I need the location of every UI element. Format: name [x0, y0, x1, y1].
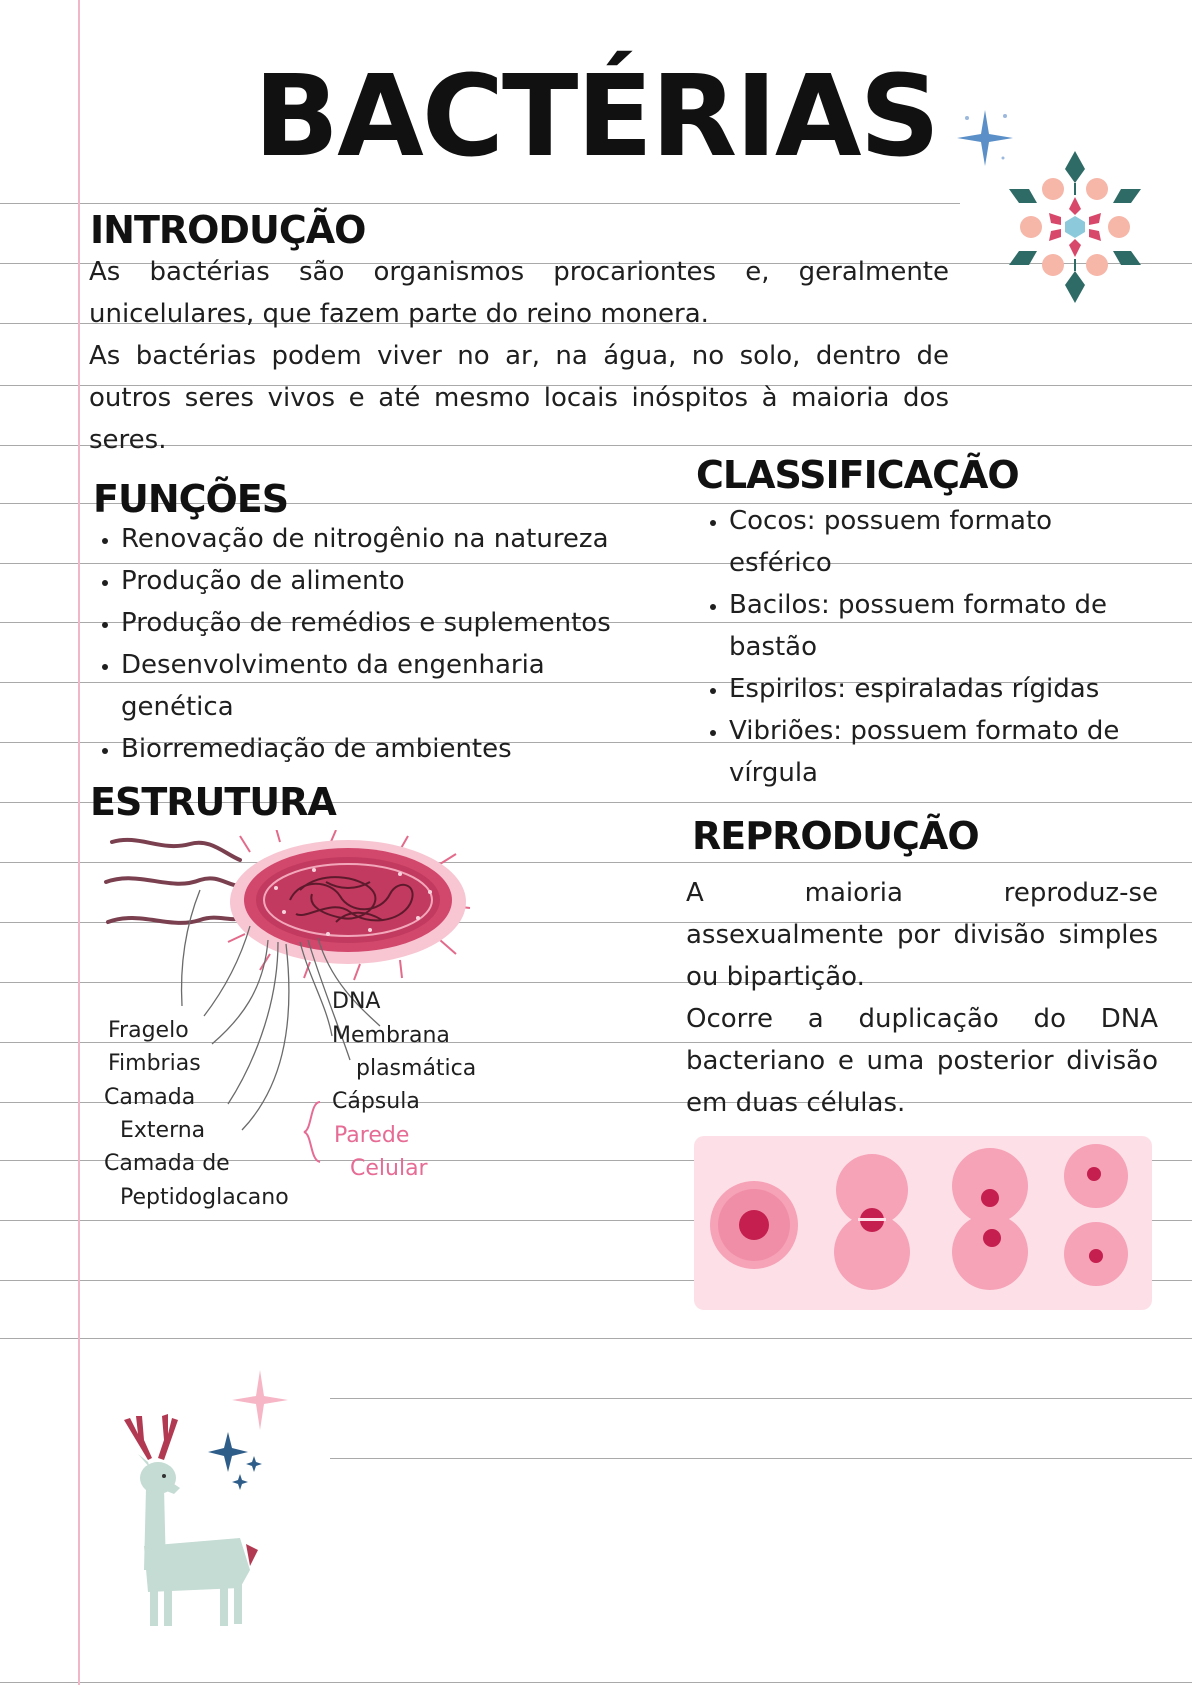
section-heading-classificacao: CLASSIFICAÇÃO: [696, 453, 1019, 497]
label-fragelo: Fragelo: [108, 1018, 189, 1043]
binary-fission-illustration: [686, 1128, 1160, 1318]
functions-list: [89, 518, 711, 770]
label-celular: Celular: [350, 1156, 428, 1181]
reproduction-paragraph: Ocorre a duplicação do DNA bacteriano e uma posterior divisão em duas células.: [686, 1004, 1158, 1118]
list-item: • Cocos: possuem formato esférico: [729, 500, 1089, 584]
list-item: • Vibriões: possuem formato de vírgula: [729, 710, 1192, 794]
label-camada-de: Camada de: [104, 1151, 230, 1176]
ruled-line: [0, 1338, 1192, 1339]
ruled-line: [0, 203, 960, 204]
reproduction-paragraph: A maioria reproduz-se assexualmente por divisão simples ou bipartição.: [686, 878, 1158, 992]
ruled-line: [330, 1458, 1192, 1459]
list-item: • Renovação de nitrogênio na natureza: [121, 518, 711, 560]
label-membrana: Membrana: [332, 1023, 450, 1048]
label-fimbrias: Fimbrias: [108, 1051, 201, 1076]
list-item: • Biorremediação de ambientes: [121, 728, 711, 770]
ruled-line: [330, 1398, 1192, 1399]
list-item: • Produção de alimento: [121, 560, 711, 602]
label-camada: Camada: [104, 1085, 196, 1110]
bacterium-structure-diagram: [100, 830, 500, 1230]
pink-sparkle-icon: [232, 1370, 288, 1430]
section-heading-introducao: INTRODUÇÃO: [90, 208, 366, 252]
list-item: • Espirilos: espiraladas rígidas: [729, 668, 1192, 710]
label-peptidoglacano: Peptidoglacano: [120, 1185, 289, 1210]
snowflake-ornament-icon: [1005, 150, 1145, 305]
section-heading-funcoes: FUNÇÕES: [93, 477, 289, 521]
flagella-illustration: [106, 840, 242, 923]
list-item: • Desenvolvimento da engenharia genética: [121, 644, 601, 728]
label-capsula: Cápsula: [332, 1089, 420, 1114]
intro-paragraph: As bactérias podem viver no ar, na água, no solo, dentro de outros seres vivos e até mesmo locais inóspitos à maioria dos seres.: [89, 341, 949, 455]
classification-list: [697, 500, 1192, 794]
section-heading-reproducao: REPRODUÇÃO: [692, 814, 979, 858]
margin-line: [78, 0, 80, 1685]
fission-stage-1: [710, 1181, 798, 1269]
label-plasmatica: plasmática: [356, 1056, 477, 1081]
label-dna: DNA: [332, 989, 381, 1014]
wall-brace: [304, 1102, 320, 1162]
ruled-line: [0, 1682, 1192, 1683]
deer-decoration-icon: [108, 1370, 298, 1630]
section-heading-estrutura: ESTRUTURA: [90, 780, 336, 824]
label-externa: Externa: [120, 1118, 206, 1143]
page-title: BACTÉRIAS: [253, 52, 939, 182]
label-parede: Parede: [334, 1123, 410, 1148]
list-item: • Produção de remédios e suplementos: [121, 602, 711, 644]
intro-paragraph: As bactérias são organismos procariontes e, geralmente unicelulares, que fazem parte do reino monera.: [89, 257, 949, 329]
list-item: • Bacilos: possuem formato de bastão: [729, 584, 1192, 668]
blue-sparkle-icon: [208, 1432, 248, 1472]
